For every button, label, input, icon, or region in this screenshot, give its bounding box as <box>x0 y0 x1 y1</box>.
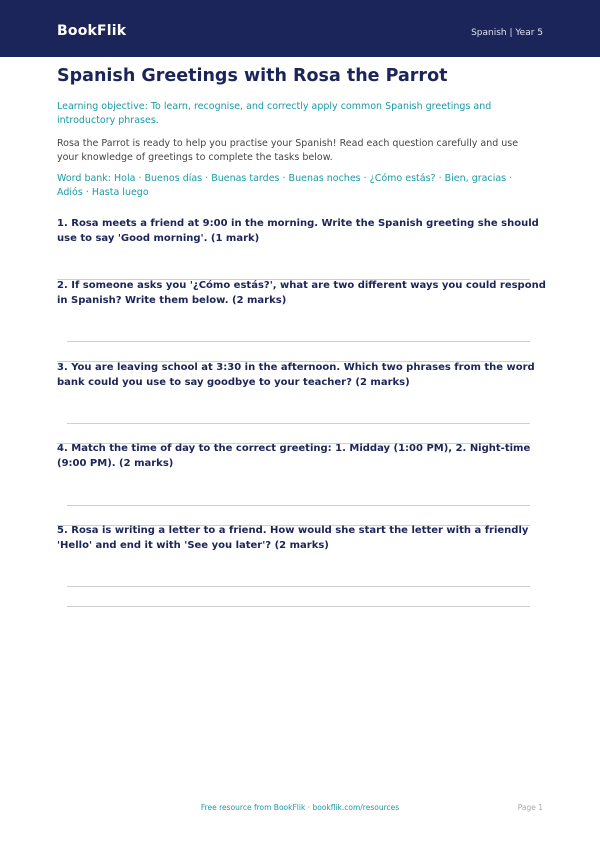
question-2: 2. If someone asks you '¿Cómo estás?', what are two different ways you could respond in Spanish? Write them below. (2 marks) <box>57 280 546 306</box>
page-number: Page 1 <box>517 803 543 812</box>
question-3: 3. You are leaving school at 3:30 in the afternoon. Which two phrases from the word bank could you use to say goodbye to your teacher? (2 marks) <box>57 362 535 388</box>
answer-line[interactable] <box>67 341 530 342</box>
intro-text: Rosa the Parrot is ready to help you practise your Spanish! Read each question carefully and use your knowledge of greetings to complete the tasks below. <box>57 138 519 163</box>
question-1: 1. Rosa meets a friend at 9:00 in the morning. Write the Spanish greeting she should use to say 'Good morning'. (1 mark) <box>57 218 539 244</box>
learning-objective: Learning objective: To learn, recognise, and correctly apply common Spanish greetings and introductory phrases. <box>57 101 492 126</box>
answer-line[interactable] <box>67 606 530 607</box>
word-bank: Word bank: Hola · Buenos días · Buenas tardes · Buenas noches · ¿Cómo estás? · Bien, gracias · Adiós · Hasta luego <box>57 173 513 198</box>
question-4: 4. Match the time of day to the correct greeting: 1. Midday (1:00 PM), 2. Night-time (9:00 PM). (2 marks) <box>57 443 531 469</box>
header-bar <box>0 0 600 57</box>
answer-line[interactable] <box>67 586 530 587</box>
page-title: Spanish Greetings with Rosa the Parrot <box>57 66 448 86</box>
footer-resource-link[interactable]: Free resource from BookFlik · bookflik.com/resources <box>200 803 400 812</box>
brand-logo-text: BookFlik <box>57 23 127 39</box>
answer-line[interactable] <box>67 423 530 424</box>
subject-year-label: Spanish | Year 5 <box>471 28 543 38</box>
question-5: 5. Rosa is writing a letter to a friend. How would she start the letter with a friendly 'Hello' and end it with 'See you later'? (2 marks) <box>57 525 529 551</box>
answer-line[interactable] <box>67 505 530 506</box>
